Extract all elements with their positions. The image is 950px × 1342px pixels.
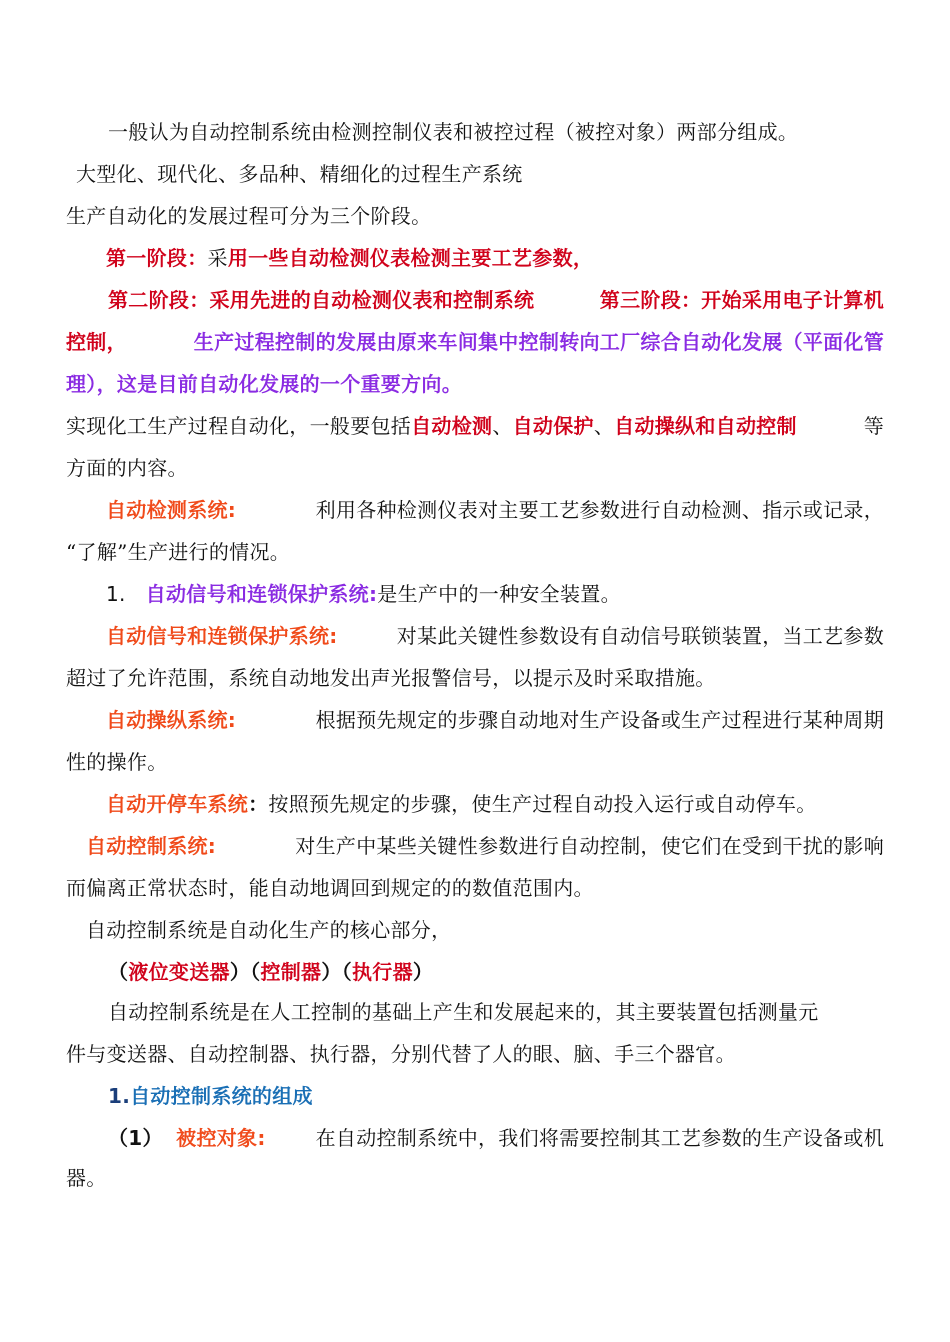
manip-label: 自动操纵系统: xyxy=(106,708,237,732)
paren: ） xyxy=(412,960,434,984)
list-item-label: 自动信号和连锁保护系统: xyxy=(145,582,378,606)
paragraph-implementation xyxy=(66,412,884,440)
detect-line xyxy=(106,496,884,524)
device-controller: 控制器 xyxy=(260,960,322,984)
list-item-text: 是生产中的一种安全装置。 xyxy=(377,582,621,606)
device-actuator: 执行器 xyxy=(351,960,413,984)
detect-text-2: “了解”生产进行的情况。 xyxy=(66,540,291,564)
stage-three-line-2 xyxy=(66,328,884,356)
basis-paragraph: 自动控制系统是在人工控制的基础上产生和发展起来的，其主要装置包括测量元 xyxy=(108,1000,819,1024)
stage-one-label: 第一阶段： xyxy=(106,246,208,270)
signal-label: 自动信号和连锁保护系统: xyxy=(106,624,338,648)
paren: （ xyxy=(250,960,261,984)
startstop-colon: ： xyxy=(248,792,269,816)
signal-line xyxy=(106,622,884,650)
stage-three-direction: 理），这是目前自动化发展的一个重要方向。 xyxy=(66,372,462,396)
paren: ） xyxy=(229,960,251,984)
signal-text: 对某此关键性参数设有自动信号联锁装置，当工艺参数 xyxy=(396,624,884,648)
impl-auto-detect: 自动检测 xyxy=(411,414,493,438)
basis-paragraph-2: 件与变送器、自动控制器、执行器，分别代替了人的眼、脑、手三个器官。 xyxy=(66,1042,736,1066)
section-title: 自动控制系统的组成 xyxy=(130,1084,313,1108)
manip-text-2: 性的操作。 xyxy=(66,750,168,774)
startstop-label: 自动开停车系统 xyxy=(106,792,249,816)
list-item-number: 1. xyxy=(106,582,126,606)
control-label: 自动控制系统: xyxy=(86,834,217,858)
section-number: 1. xyxy=(108,1084,131,1108)
control-line xyxy=(86,832,884,860)
stage-three-development: 生产过程控制的发展由原来车间集中控制转向工厂综合自动化发展（平面化管 xyxy=(193,330,884,354)
devices-line xyxy=(108,958,433,986)
list-item-1 xyxy=(106,580,621,608)
impl-auto-operate: 自动操纵和自动控制 xyxy=(614,414,797,438)
impl-sep: 、 xyxy=(492,414,513,438)
stage-two-text: 采用先进的自动检测仪表和控制系统 xyxy=(209,288,535,312)
stage-one-text: 用一些自动检测仪表检测主要工艺参数， xyxy=(227,246,594,270)
impl-tail: 等 xyxy=(863,414,884,438)
paragraph-large-scale: 大型化、现代化、多品种、精细化的过程生产系统 xyxy=(76,162,523,186)
signal-text-2: 超过了允许范围，系统自动地发出声光报警信号，以提示及时采取措施。 xyxy=(66,666,716,690)
controlled-object-text-2: 器。 xyxy=(66,1166,107,1190)
controlled-object-label: 被控对象: xyxy=(176,1126,266,1150)
stage-one-char: 采 xyxy=(207,246,228,270)
stage-two-line xyxy=(108,286,884,314)
paragraph-intro: 一般认为自动控制系统由检测控制仪表和被控过程（被控对象）两部分组成。 xyxy=(108,120,799,144)
control-text: 对生产中某些关键性参数进行自动控制，使它们在受到干扰的影响 xyxy=(295,834,884,858)
startstop-text: 按照预先规定的步骤，使生产过程自动投入运行或自动停车。 xyxy=(268,792,817,816)
controlled-object-line xyxy=(108,1124,884,1152)
stage-three-line-3 xyxy=(66,370,462,398)
impl-auto-protect: 自动保护 xyxy=(512,414,594,438)
paren: （ xyxy=(108,960,129,984)
section-heading xyxy=(108,1082,313,1110)
paren: ） xyxy=(321,960,342,984)
core-paragraph: 自动控制系统是自动化生产的核心部分， xyxy=(86,918,452,942)
paragraph-stages: 生产自动化的发展过程可分为三个阶段。 xyxy=(66,204,432,228)
startstop-line xyxy=(106,790,817,818)
control-text-2: 而偏离正常状态时，能自动地调回到规定的的数值范围内。 xyxy=(66,876,594,900)
controlled-object-text: 在自动控制系统中，我们将需要控制其工艺参数的生产设备或机 xyxy=(315,1126,884,1150)
item-number: （1） xyxy=(108,1126,163,1150)
manip-text: 根据预先规定的步骤自动地对生产设备或生产过程进行某种周期 xyxy=(315,708,884,732)
stage-three-control: 控制， xyxy=(66,330,127,354)
stage-two-label: 第二阶段： xyxy=(108,288,210,312)
impl-sep: 、 xyxy=(593,414,615,438)
manip-line xyxy=(106,706,884,734)
stage-one-line xyxy=(106,244,593,272)
impl-content: 方面的内容。 xyxy=(66,456,188,480)
detect-label: 自动检测系统: xyxy=(106,498,237,522)
stage-three-label: 第三阶段： xyxy=(599,288,702,312)
impl-text: 实现化工生产过程自动化，一般要包括 xyxy=(66,414,412,438)
detect-text: 利用各种检测仪表对主要工艺参数进行自动检测、指示或记录， xyxy=(315,498,884,522)
paren: （ xyxy=(341,960,352,984)
stage-three-text: 开始采用电子计算机 xyxy=(701,288,884,312)
device-level-transmitter: 液位变送器 xyxy=(128,960,230,984)
